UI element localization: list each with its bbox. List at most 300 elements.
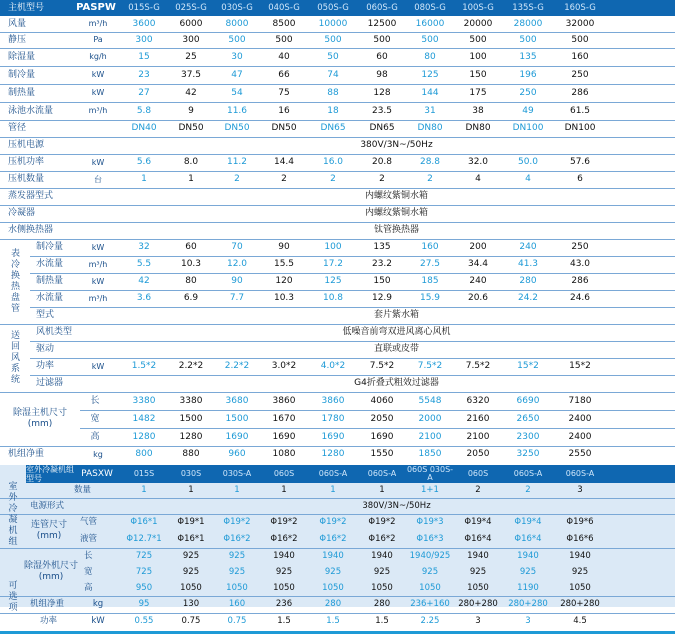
glyph: 选 xyxy=(8,591,18,602)
row-label: 蒸发器型式 xyxy=(8,191,54,201)
header-brand: PASPW xyxy=(76,2,116,13)
value-cell: 960 xyxy=(228,449,246,459)
value-cell: 1482 xyxy=(132,413,156,424)
row-label: 型式 xyxy=(36,310,55,320)
row-label: 电源形式 xyxy=(30,500,65,511)
row-label: 制热量 xyxy=(36,276,64,286)
value-cell: 32000 xyxy=(565,18,595,29)
value-cell: 925 xyxy=(373,566,391,577)
value-cell: 74 xyxy=(327,69,339,80)
value-cell: 16000 xyxy=(415,18,445,29)
row-label: 风机类型 xyxy=(36,327,73,337)
row-label: 宽 xyxy=(90,413,100,424)
value-cell: 250 xyxy=(571,242,589,252)
outdoor-model: 060S-A xyxy=(565,469,595,478)
net-weight-row xyxy=(0,446,675,463)
row-label: 功率 xyxy=(40,616,58,627)
value-cell: 5.5 xyxy=(136,259,152,269)
spec-row xyxy=(0,137,675,154)
value-cell: 2.2*2 xyxy=(224,361,250,371)
value-cell: Φ16*2 xyxy=(319,534,347,545)
row-label: 压机功率 xyxy=(8,157,45,167)
value-cell: 286 xyxy=(571,87,589,98)
value-cell: 57.6 xyxy=(569,157,591,167)
value-cell: 32 xyxy=(138,242,150,252)
value-cell: 1940 xyxy=(517,550,539,561)
value-cell: DN65 xyxy=(320,123,346,133)
glyph: 盘 xyxy=(10,292,21,303)
value-cell: 1+1 xyxy=(421,485,439,496)
value-cell: DN50 xyxy=(271,123,297,133)
exchanger-row xyxy=(0,290,675,307)
value-cell: 6 xyxy=(577,174,583,184)
value-cell: 236+160 xyxy=(410,599,450,610)
header-row xyxy=(0,0,675,16)
value-cell: 160 xyxy=(421,242,439,252)
value-cell: 2400 xyxy=(568,431,592,442)
spec-row xyxy=(0,120,675,137)
value-cell: 2000 xyxy=(418,413,442,424)
value-cell: 2300 xyxy=(516,431,540,442)
value-cell: 1 xyxy=(234,485,240,496)
value-cell: 1280 xyxy=(321,449,345,459)
model-name: 025S-G xyxy=(175,2,207,13)
size-group-label: 除湿主机尺寸(mm) xyxy=(12,408,67,429)
value-cell: 925 xyxy=(228,566,246,577)
value-cell: 1050 xyxy=(371,582,393,593)
value-cell: 1500 xyxy=(225,413,249,424)
value-cell: 280 xyxy=(519,276,537,286)
value-cell: 925 xyxy=(182,566,200,577)
value-cell: 3860 xyxy=(321,395,345,406)
spec-row xyxy=(0,48,675,66)
value-cell: 280+280 xyxy=(508,599,548,610)
value-cell: 1690 xyxy=(370,431,394,442)
glyph: 统 xyxy=(10,374,21,385)
row-label: 数量 xyxy=(74,485,92,496)
value-cell: 88 xyxy=(327,87,339,98)
value-cell: 135 xyxy=(373,242,391,252)
value-cell: 2 xyxy=(475,485,481,496)
header-title: 主机型号 xyxy=(8,2,45,13)
outdoor-model: 060S-A xyxy=(318,469,348,478)
size-row xyxy=(0,428,675,446)
value-cell: 5548 xyxy=(418,395,442,406)
spec-row xyxy=(0,32,675,48)
value-cell: 2100 xyxy=(466,431,490,442)
value-cell: 80 xyxy=(424,51,436,62)
value-cell: 880 xyxy=(182,449,200,459)
value-cell: 95 xyxy=(138,599,150,610)
outdoor-model: 060S xyxy=(467,469,489,478)
value-cell: 2100 xyxy=(418,431,442,442)
value-cell: Φ16*1 xyxy=(177,534,205,545)
value-cell: 1.5 xyxy=(375,616,389,627)
row-label: 液管 xyxy=(80,534,98,545)
row-unit: kW xyxy=(91,70,105,79)
value-cell: 75 xyxy=(278,87,290,98)
value-cell: Φ16*2 xyxy=(223,534,251,545)
value-cell: DN40 xyxy=(131,123,157,133)
value-cell: 135 xyxy=(519,51,537,62)
value-cell: 12500 xyxy=(367,18,397,29)
model-name: 160S-G xyxy=(564,2,596,13)
value-cell: 80 xyxy=(185,276,197,286)
value-cell: Φ19*2 xyxy=(319,517,347,528)
value-cell: 125 xyxy=(324,276,342,286)
value-cell: 925 xyxy=(469,566,487,577)
row-label: 制冷量 xyxy=(8,69,36,80)
value-cell: 43.0 xyxy=(569,259,591,269)
row-label: 高 xyxy=(90,431,100,442)
value-cell: 128 xyxy=(373,87,391,98)
value-cell: 125 xyxy=(421,69,439,80)
value-cell: 17.2 xyxy=(322,259,344,269)
value-cell: 500 xyxy=(373,34,391,45)
exchanger-row xyxy=(0,270,675,290)
value-cell: 42 xyxy=(185,87,197,98)
value-cell: 925 xyxy=(571,566,589,577)
spec-row xyxy=(0,102,675,120)
value-cell: Φ19*4 xyxy=(514,517,542,528)
value-cell: 925 xyxy=(519,566,537,577)
value-cell: Φ16*4 xyxy=(514,534,542,545)
value-cell: 250 xyxy=(571,69,589,80)
outdoor-header-row xyxy=(26,465,675,483)
outdoor-size-row xyxy=(0,564,675,580)
value-cell: 100 xyxy=(324,242,342,252)
value-cell: 160 xyxy=(571,51,589,62)
glyph: 组 xyxy=(8,536,18,547)
value-cell: 7.5*2 xyxy=(417,361,443,371)
glyph: 管 xyxy=(10,303,21,314)
row-unit: kg xyxy=(92,599,104,610)
value-cell: 200 xyxy=(469,242,487,252)
value-cell: 7.5*2 xyxy=(465,361,491,371)
value-cell: 15 xyxy=(138,51,150,62)
value-cell: 15*2 xyxy=(517,361,539,371)
row-label: 气管 xyxy=(80,517,98,528)
exchanger-row xyxy=(0,307,675,324)
value-cell: 1 xyxy=(330,485,336,496)
outdoor-model: 060S-A xyxy=(513,469,543,478)
span-value: 低噪音前弯双进风离心风机 xyxy=(342,327,451,337)
span-value: 内螺纹紫铜水箱 xyxy=(364,191,428,201)
value-cell: 1050 xyxy=(322,582,344,593)
row-label: 机组净重 xyxy=(30,599,65,610)
value-cell: 3380 xyxy=(179,395,203,406)
value-cell: 1050 xyxy=(569,582,591,593)
pipe-row xyxy=(0,531,675,548)
value-cell: 23.5 xyxy=(371,105,393,116)
spec-row xyxy=(0,84,675,102)
value-cell: 300 xyxy=(135,34,153,45)
outdoor-model: 060S xyxy=(273,469,295,478)
value-cell: 1550 xyxy=(370,449,394,459)
value-cell: 3.6 xyxy=(136,293,152,303)
row-label: 宽 xyxy=(84,566,93,577)
value-cell: DN50 xyxy=(178,123,204,133)
value-cell: 3.0*2 xyxy=(271,361,297,371)
span-value: 内螺纹紫铜水箱 xyxy=(364,208,428,218)
value-cell: 144 xyxy=(421,87,439,98)
row-unit: 台 xyxy=(94,174,102,184)
value-cell: Φ19*2 xyxy=(223,517,251,528)
value-cell: 50 xyxy=(327,51,339,62)
value-cell: 1050 xyxy=(273,582,295,593)
span-value: 直联或皮带 xyxy=(373,344,419,354)
row-label: 静压 xyxy=(8,34,27,45)
value-cell: 24.6 xyxy=(569,293,591,303)
value-cell: 3 xyxy=(577,485,583,496)
glyph: 回 xyxy=(10,341,21,352)
value-cell: 150 xyxy=(469,69,487,80)
row-label: 压机电源 xyxy=(8,140,45,150)
value-cell: 3250 xyxy=(516,449,540,459)
value-cell: 14.4 xyxy=(273,157,295,167)
spec-row xyxy=(0,66,675,84)
exchanger-row xyxy=(0,239,675,256)
value-cell: 240 xyxy=(519,242,537,252)
row-unit: m³/h xyxy=(88,106,108,115)
span-value: 380V/3N~/50Hz xyxy=(360,140,433,150)
value-cell: 1190 xyxy=(517,582,539,593)
value-cell: 49 xyxy=(522,105,534,116)
value-cell: 236 xyxy=(275,599,293,610)
spec-row xyxy=(0,154,675,171)
group-side-label xyxy=(4,324,28,392)
value-cell: 47 xyxy=(231,69,243,80)
value-cell: Φ12.7*1 xyxy=(126,534,162,545)
fan-row xyxy=(0,375,675,392)
value-cell: 2 xyxy=(234,174,240,184)
row-unit: kg/h xyxy=(89,52,107,61)
value-cell: 40 xyxy=(278,51,290,62)
value-cell: 7.7 xyxy=(229,293,245,303)
value-cell: 6320 xyxy=(466,395,490,406)
model-name: 135S-G xyxy=(512,2,544,13)
value-cell: 90 xyxy=(231,276,243,286)
glyph: 可 xyxy=(8,580,18,591)
value-cell: Φ16*1 xyxy=(130,517,158,528)
value-cell: 1050 xyxy=(180,582,202,593)
value-cell: 41.3 xyxy=(517,259,539,269)
value-cell: 3860 xyxy=(272,395,296,406)
row-label: 除湿量 xyxy=(8,51,36,62)
value-cell: 1690 xyxy=(321,431,345,442)
value-cell: 240 xyxy=(469,276,487,286)
value-cell: 11.6 xyxy=(226,105,248,116)
value-cell: Φ16*3 xyxy=(416,534,444,545)
size-row xyxy=(0,392,675,410)
value-cell: 925 xyxy=(324,566,342,577)
value-cell: 18 xyxy=(327,105,339,116)
row-unit: kW xyxy=(91,88,105,97)
glyph: 冷 xyxy=(10,259,21,270)
value-cell: 1050 xyxy=(467,582,489,593)
value-cell: 2 xyxy=(330,174,336,184)
value-cell: 34.4 xyxy=(467,259,489,269)
value-cell: 1940 xyxy=(467,550,489,561)
value-cell: 90 xyxy=(278,242,290,252)
value-cell: 10000 xyxy=(318,18,348,29)
value-cell: 120 xyxy=(275,276,293,286)
value-cell: 1 xyxy=(141,485,147,496)
value-cell: 3380 xyxy=(132,395,156,406)
value-cell: 8.0 xyxy=(183,157,199,167)
row-unit: kg xyxy=(93,449,103,459)
value-cell: 66 xyxy=(278,69,290,80)
value-cell: 725 xyxy=(135,566,153,577)
model-name: 030S-G xyxy=(221,2,253,13)
value-cell: 28000 xyxy=(513,18,543,29)
row-label: 冷凝器 xyxy=(8,208,36,218)
value-cell: 4 xyxy=(525,174,531,184)
value-cell: 1780 xyxy=(321,413,345,424)
row-unit: kW xyxy=(91,157,105,167)
row-label: 功率 xyxy=(36,361,55,371)
value-cell: 2 xyxy=(525,485,531,496)
row-label: 长 xyxy=(90,395,100,406)
spec-row xyxy=(0,16,675,32)
value-cell: 3600 xyxy=(132,18,156,29)
value-cell: 280 xyxy=(373,599,391,610)
value-cell: 1690 xyxy=(272,431,296,442)
value-cell: 70 xyxy=(231,242,243,252)
value-cell: Φ16*6 xyxy=(566,534,594,545)
value-cell: 16 xyxy=(278,105,290,116)
value-cell: 2650 xyxy=(516,413,540,424)
glyph: 换 xyxy=(10,270,21,281)
glyph: 冷 xyxy=(8,503,18,514)
value-cell: 175 xyxy=(469,87,487,98)
outdoor-model: 060S-A xyxy=(367,469,397,478)
value-cell: 1940 xyxy=(273,550,295,561)
value-cell: 1500 xyxy=(179,413,203,424)
model-name: 080S-G xyxy=(414,2,446,13)
glyph: 表 xyxy=(10,248,21,259)
glyph: 热 xyxy=(10,281,21,292)
value-cell: 28.8 xyxy=(419,157,441,167)
fan-row xyxy=(0,324,675,341)
value-cell: 27.5 xyxy=(419,259,441,269)
value-cell: DN100 xyxy=(512,123,544,133)
value-cell: 20.6 xyxy=(467,293,489,303)
glyph: 送 xyxy=(10,330,21,341)
size-row xyxy=(0,410,675,428)
value-cell: Φ19*1 xyxy=(177,517,205,528)
row-label: 长 xyxy=(84,550,93,561)
value-cell: 500 xyxy=(228,34,246,45)
value-cell: 1670 xyxy=(272,413,296,424)
outdoor-power-row xyxy=(0,498,675,514)
value-cell: 2 xyxy=(427,174,433,184)
value-cell: 10.3 xyxy=(273,293,295,303)
row-unit: m³/h xyxy=(88,259,108,269)
value-cell: 950 xyxy=(135,582,153,593)
value-cell: 0.55 xyxy=(134,616,154,627)
value-cell: 1690 xyxy=(225,431,249,442)
value-cell: 4.0*2 xyxy=(320,361,346,371)
value-cell: 6000 xyxy=(179,18,203,29)
value-cell: 10.8 xyxy=(322,293,344,303)
value-cell: 6690 xyxy=(516,395,540,406)
value-cell: Φ19*3 xyxy=(416,517,444,528)
value-cell: 8000 xyxy=(225,18,249,29)
row-label: 过滤器 xyxy=(36,378,64,388)
value-cell: 2.25 xyxy=(420,616,440,627)
value-cell: 11.2 xyxy=(226,157,248,167)
model-name: 040S-G xyxy=(268,2,300,13)
span-value: 钛管换热器 xyxy=(373,225,419,235)
row-label: 水流量 xyxy=(36,259,64,269)
value-cell: 1050 xyxy=(419,582,441,593)
value-cell: 2 xyxy=(281,174,287,184)
value-cell: 3 xyxy=(475,616,481,627)
outdoor-weight-row xyxy=(0,596,675,613)
outdoor-size-row xyxy=(0,580,675,596)
value-cell: 150 xyxy=(373,276,391,286)
span-value: 380V/3N~/50Hz xyxy=(362,500,431,511)
spec-row xyxy=(0,222,675,239)
value-cell: 800 xyxy=(135,449,153,459)
value-cell: 500 xyxy=(275,34,293,45)
value-cell: 130 xyxy=(182,599,200,610)
glyph: 室 xyxy=(8,481,18,492)
value-cell: 2 xyxy=(379,174,385,184)
value-cell: Φ16*4 xyxy=(464,534,492,545)
row-unit: kW xyxy=(91,361,105,371)
value-cell: 54 xyxy=(231,87,243,98)
value-cell: Φ16*2 xyxy=(368,534,396,545)
value-cell: 1280 xyxy=(179,431,203,442)
value-cell: 500 xyxy=(571,34,589,45)
value-cell: 7.5*2 xyxy=(369,361,395,371)
value-cell: 1.5*2 xyxy=(131,361,157,371)
value-cell: 37.5 xyxy=(180,69,202,80)
value-cell: 1280 xyxy=(132,431,156,442)
value-cell: 12.0 xyxy=(226,259,248,269)
value-cell: 32.0 xyxy=(467,157,489,167)
value-cell: 4 xyxy=(475,174,481,184)
value-cell: 1050 xyxy=(226,582,248,593)
value-cell: 25 xyxy=(185,51,197,62)
value-cell: 1940 xyxy=(371,550,393,561)
value-cell: DN50 xyxy=(224,123,250,133)
value-cell: 925 xyxy=(275,566,293,577)
value-cell: 925 xyxy=(421,566,439,577)
value-cell: 925 xyxy=(228,550,246,561)
row-label: 制冷量 xyxy=(36,242,64,252)
value-cell: 15*2 xyxy=(569,361,591,371)
outdoor-side-label xyxy=(2,465,24,564)
value-cell: Φ16*2 xyxy=(270,534,298,545)
exchanger-row xyxy=(0,256,675,273)
value-cell: 20.8 xyxy=(371,157,393,167)
span-value: 套片紫水箱 xyxy=(373,310,419,320)
row-label: 风量 xyxy=(8,18,27,29)
value-cell: 1850 xyxy=(418,449,442,459)
value-cell: 15.9 xyxy=(419,293,441,303)
outdoor-model: 030S xyxy=(180,469,202,478)
value-cell: 7180 xyxy=(568,395,592,406)
value-cell: 4060 xyxy=(370,395,394,406)
outdoor-title: 室外冷凝机组型号 xyxy=(26,465,74,483)
value-cell: 6.9 xyxy=(183,293,199,303)
value-cell: 24.2 xyxy=(517,293,539,303)
row-unit: Pa xyxy=(93,35,103,44)
value-cell: DN100 xyxy=(564,123,596,133)
